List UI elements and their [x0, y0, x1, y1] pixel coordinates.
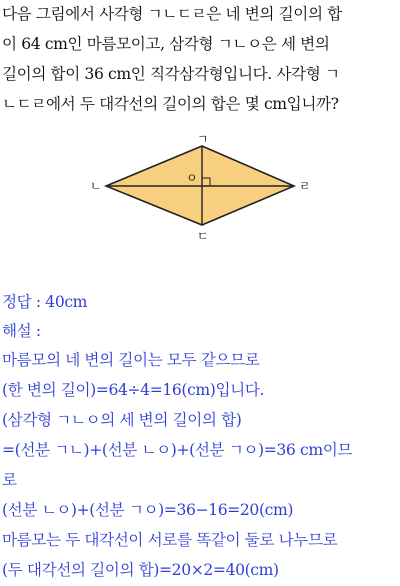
center-label: ㅇ — [186, 171, 198, 185]
answer-line: 정답 : 40cm — [2, 293, 88, 311]
solution-line: 로 — [2, 471, 17, 489]
solution-line: (두 대각선의 길이의 합)=20×2=40(cm) — [2, 561, 279, 579]
solution-line: (한 변의 길이)=64÷4=16(cm)입니다. — [2, 381, 265, 399]
question-line: 이 64 cm인 마름모이고, 삼각형 ㄱㄴㅇ은 세 변의 — [2, 35, 330, 53]
explanation-heading: 해설 : — [2, 322, 41, 340]
solution-line: 마름모의 네 변의 길이는 모두 같으므로 — [2, 351, 260, 369]
vertex-label-bottom: ㄷ — [197, 229, 209, 243]
rhombus-figure — [88, 132, 312, 244]
vertex-label-right: ㄹ — [299, 179, 311, 193]
solution-line: (삼각형 ㄱㄴㅇ의 세 변의 길이의 합) — [2, 411, 242, 429]
solution-line: =(선분 ㄱㄴ)+(선분 ㄴㅇ)+(선분 ㄱㅇ)=36 cm이므 — [2, 441, 353, 459]
vertex-label-top: ㄱ — [197, 132, 209, 146]
question-line: 길이의 합이 36 cm인 직각삼각형입니다. 사각형 ㄱ — [2, 65, 340, 83]
solution-line: 마름모는 두 대각선이 서로를 똑같이 둘로 나누므로 — [2, 531, 338, 549]
question-line: 다음 그림에서 사각형 ㄱㄴㄷㄹ은 네 변의 길이의 합 — [2, 5, 342, 23]
solution-line: (선분 ㄴㅇ)+(선분 ㄱㅇ)=36−16=20(cm) — [2, 501, 294, 519]
question-line: ㄴㄷㄹ에서 두 대각선의 길이의 합은 몇 cm입니까? — [2, 95, 339, 113]
vertex-label-left: ㄴ — [90, 179, 102, 193]
